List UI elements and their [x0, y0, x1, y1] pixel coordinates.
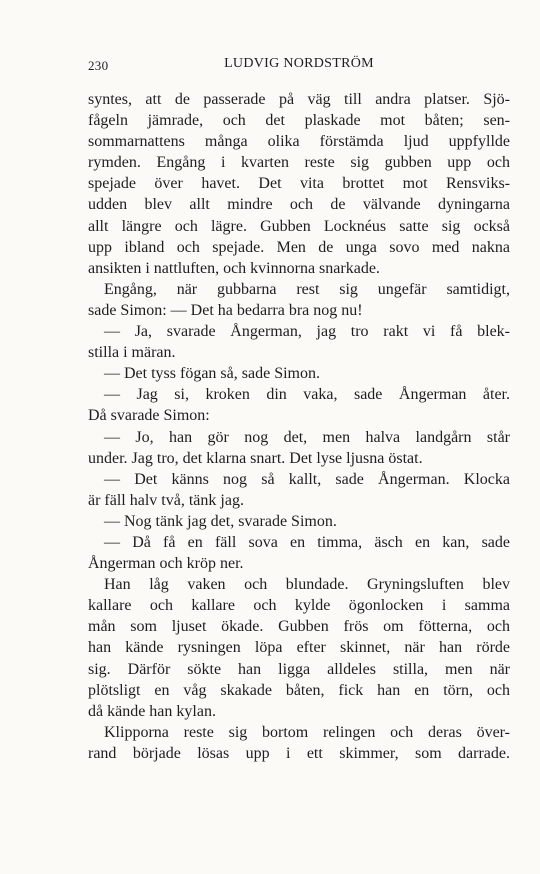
text-line: — Jag si, kroken din vaka, sade Ångerman åter.	[104, 386, 510, 404]
text-line: sade Simon: — Det ha bedarra bra nog nu!	[88, 301, 363, 319]
text-line: plötsligt en våg skakade båten, fick han en törn, och	[88, 681, 510, 699]
text-line: ansikten i nattluften, och kvinnorna snarkade.	[88, 259, 380, 277]
page-header	[88, 56, 510, 76]
text-line: spejade över havet. Det vita brottet mot Rensviks-	[88, 175, 510, 193]
text-line: stilla i märan.	[88, 344, 176, 362]
text-line: Engång, när gubbarna rest sig ungefär samtidigt,	[104, 280, 510, 298]
text-line: han kände rysningen löpa efter skinnet, när han rörde	[88, 639, 510, 657]
text-line: Då svarade Simon:	[88, 407, 210, 425]
running-head: LUDVIG NORDSTRÖM	[224, 56, 374, 71]
text-line: — Det tyss fögan så, sade Simon.	[104, 365, 320, 383]
text-line: rand började lösas upp i ett skimmer, som darrade.	[88, 744, 510, 762]
text-line: är fäll halv två, tänk jag.	[88, 491, 244, 509]
text-line: — Ja, svarade Ångerman, jag tro rakt vi få blek-	[104, 323, 510, 341]
text-line: då kände han kylan.	[88, 702, 216, 720]
text-line: — Då få en fäll sova en timma, äsch en kan, sade	[104, 533, 510, 551]
text-line: Klipporna reste sig bortom relingen och deras över-	[104, 723, 510, 741]
text-line: syntes, att de passerade på väg till andra platser. Sjö-	[88, 91, 510, 108]
text-line: fågeln jämrade, och det plaskade mot båten; sen-	[88, 112, 510, 130]
text-line: — Nog tänk jag det, svarade Simon.	[104, 512, 337, 530]
body-text	[88, 89, 510, 764]
text-line: kallare och kallare och kylde ögonlocken i samma	[88, 597, 510, 615]
text-line: sig. Därför sökte han ligga alldeles stilla, men när	[88, 660, 510, 678]
text-line: rymden. Engång i kvarten reste sig gubben upp och	[88, 154, 510, 172]
text-line: sommarnattens många olika förstämda ljud uppfyllde	[88, 133, 510, 151]
text-line: mån som ljuset ökade. Gubben frös om fötterna, och	[88, 618, 510, 636]
text-line: under. Jag tro, det klarna snart. Det lyse ljusna östat.	[88, 449, 423, 467]
text-line: upp ibland och spejade. Men de unga sovo med nakna	[88, 238, 510, 256]
text-line: allt längre och lägre. Gubben Locknéus satte sig också	[88, 217, 510, 235]
page-number: 230	[88, 58, 109, 73]
text-line: — Jo, han gör nog det, men halva landgårn står	[104, 428, 510, 446]
text-line: — Det känns nog så kallt, sade Ångerman. Klocka	[104, 470, 510, 488]
text-line: udden blev allt mindre och de välvande dyningarna	[88, 196, 510, 214]
text-line: Han låg vaken och blundade. Gryningsluften blev	[104, 576, 510, 594]
text-line: Ångerman och kröp ner.	[88, 555, 244, 573]
